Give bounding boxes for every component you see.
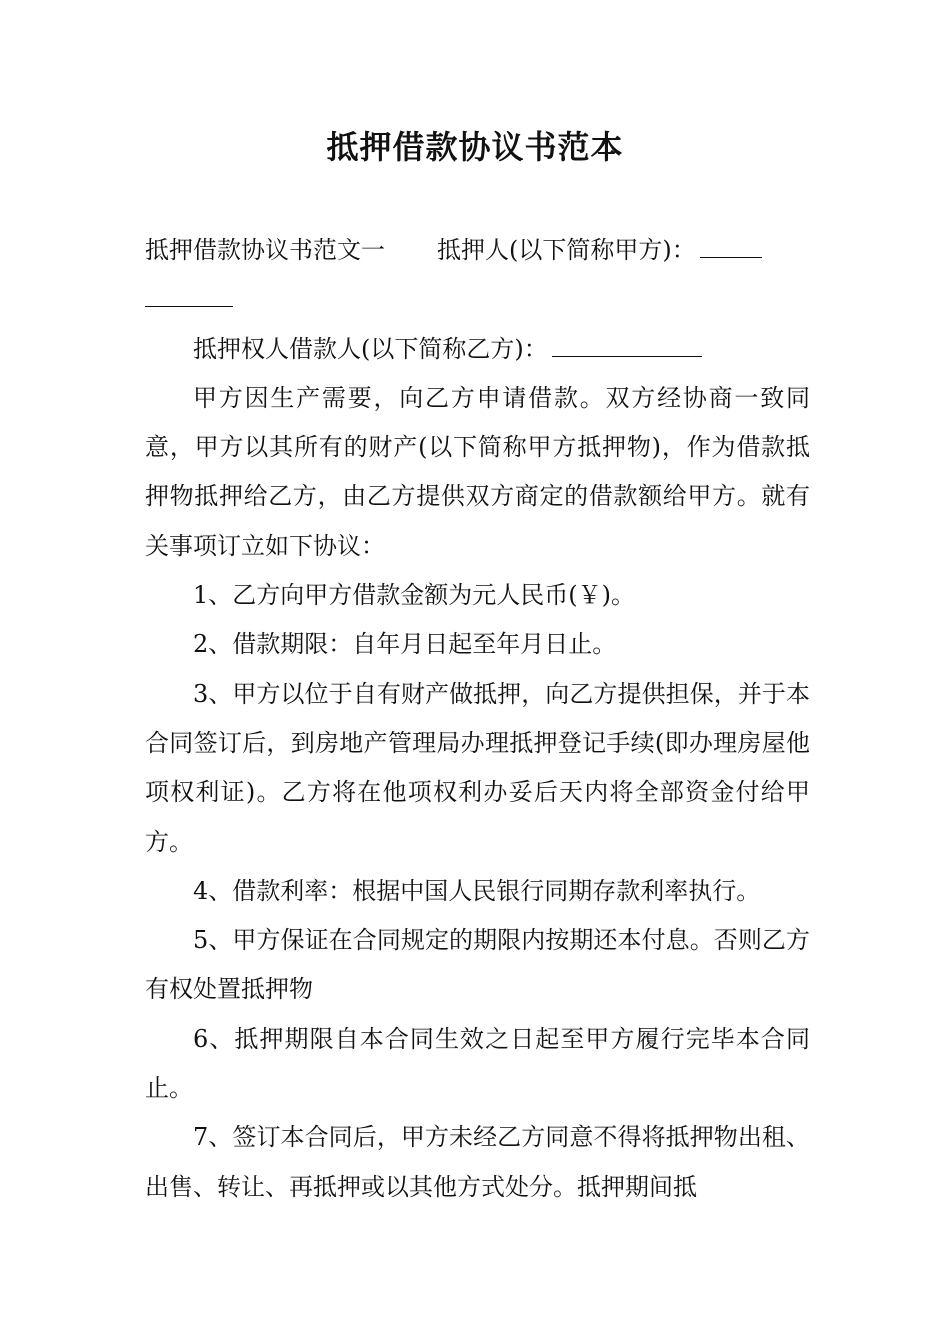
intro-heading: 抵押借款协议书范文一 — [145, 236, 385, 264]
clause-5: 5、甲方保证在合同规定的期限内按期还本付息。否则乙方有权处置抵押物 — [145, 926, 810, 1004]
mortgagee-line — [145, 325, 810, 374]
mortgagee-blank — [552, 326, 702, 357]
mortgagee-label: 抵押权人借款人(以下简称乙方)： — [193, 334, 548, 363]
mortgagor-blank-continued — [145, 276, 233, 307]
mortgagor-blank — [700, 227, 762, 258]
clause-6: 6、抵押期限自本合同生效之日起至甲方履行完毕本合同止。 — [145, 1024, 810, 1103]
clause-2: 2、借款期限：自年月日起至年月日止。 — [193, 630, 617, 659]
intro-line — [145, 226, 810, 325]
clause-1: 1、乙方向甲方借款金额为元人民币(￥)。 — [193, 581, 635, 610]
document-body — [145, 226, 810, 1212]
clause-4: 4、借款利率：根据中国人民银行同期存款利率执行。 — [193, 876, 761, 905]
paragraph-preamble: 甲方因生产需要，向乙方申请借款。双方经协商一致同意，甲方以其所有的财产(以下简称甲方抵押物)，作为借款抵押物抵押给乙方，由乙方提供双方商定的借款额给甲方。就有关事项订立如下协议： — [145, 383, 810, 560]
clause-7: 7、签订本合同后，甲方未经乙方同意不得将抵押物出租、出售、转让、再抵押或以其他方式处分。抵押期间抵 — [145, 1123, 810, 1201]
clause-3: 3、甲方以位于自有财产做抵押，向乙方提供担保，并于本合同签订后，到房地产管理局办理抵押登记手续(即办理房屋他项权利证)。乙方将在他项权利办妥后天内将全部资金付给甲方。 — [145, 679, 810, 856]
mortgagor-label: 抵押人(以下简称甲方)： — [437, 236, 696, 264]
document-title: 抵押借款协议书范本 — [326, 128, 624, 166]
